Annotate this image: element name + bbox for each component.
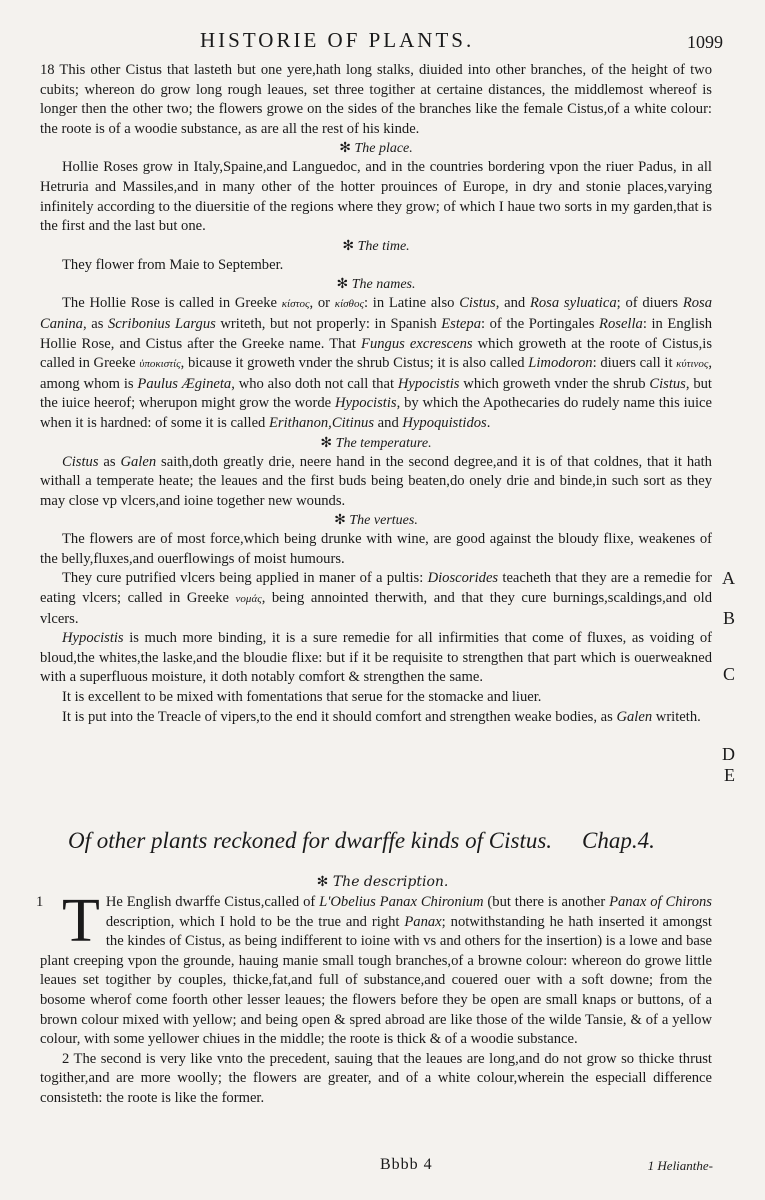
catchword: 1 Helianthe- <box>647 1158 713 1173</box>
section-heading-names: ✻ The names. <box>336 277 416 293</box>
asterism-icon: ✻ <box>342 238 358 254</box>
page-footer <box>0 1156 765 1178</box>
asterism-icon: ✻ <box>336 277 352 293</box>
section-heading-place: ✻ The place. <box>339 141 413 157</box>
running-title: HISTORIE OF PLANTS. <box>200 28 475 52</box>
description-2: 2 The second is very like vnto the precedent, sauing that the leaues are long,and do not grow so thicke thrust togither,and are more woolly; the flowers are greater, and of a white colour,wherein the especiall difference consisteth: the roote is like the former. <box>40 1050 712 1106</box>
vertue-c: Hypocistis is much more binding, it is a sure remedie for all infirmities that come of fluxes, as voiding of bloud,the whites,the laske,and the bloudie flixe: but if it be requisite to strengthen that part which is ouerweakned with a superfluous moisture, it doth notably comfort & strengthen the same. <box>40 630 712 686</box>
chapter-number: Chap.4. <box>582 828 655 853</box>
place-text: Hollie Roses grow in Italy,Spaine,and Languedoc, and in the countries bordering vpon the riuer Padus, in all Hetruria and Massiles,and in many other of the hotter prouinces of Europe, in dry and stonie places,varying infinitely according to the diuersitie of the regions where they grow; of which I haue two sorts in my garden,that is the first and the last but one. <box>40 159 712 235</box>
chapter-title: Of other plants reckoned for dwarffe kinds of Cistus. <box>68 828 553 853</box>
running-header <box>0 28 765 58</box>
margin-letter-c: C <box>722 664 735 684</box>
vertue-e: It is put into the Treacle of vipers,to the end it should comfort and strengthen weake bodies, as Galen writeth. <box>62 708 701 725</box>
section-heading-vertues: ✻ The vertues. <box>334 513 418 529</box>
margin-letter-a: A <box>722 568 735 588</box>
margin-letter-d: D <box>722 744 735 764</box>
names-text: The Hollie Rose is called in Greeke κίστος, or κίσθος: in Latine also Cistus, and Rosa syluatica; of diuers Rosa Canina, as Scribonius Largus writeth, but not properly: in Spanish Estepa: of the Portingales Rosella: in English Hollie Rose, and Cistus after the Greeke name. That Fungus excrescens which groweth at the roote of Cistus,is called in Greeke ὑποκιστίς, bicause it groweth vnder the shrub Cistus; it is also called Limodoron: diuers call it κύτινος, among whom is Paulus Ægineta, who also doth not call that Hypocistis which groweth vnder the shrub Cistus, but the iuice heerof; wherupon might grow the worde Hypocistis, by which the Apothecaries do rudely name this iuice when it is hardned: of some it is called Erithanon,Citinus and Hypoquistidos. <box>40 295 712 431</box>
temperature-text: Cistus as Galen saith,doth greatly drie, neere hand in the second degree,and it is of that coldnes, that it hath withall a temperate heate; the leaues and the first buds being beaten,do onely drie and binde,in such sort as they may close vp vlcers,and ioine together new wounds. <box>40 453 712 509</box>
margin-letter-e: E <box>724 765 735 785</box>
page-number: 1099 <box>687 32 723 52</box>
asterism-icon: ✻ <box>316 874 333 890</box>
paragraph-18: 18 This other Cistus that lasteth but one yere,hath long stalks, diuided into other branches, of the height of two cubits; whereon do grow long rough leaues, set three togither at certaine distances, the middlemost whereof is longer then the other two; the flowers growe on the sides of the branches like the female Cistus,of a white colour: the roote is of a woodie substance, as are all the rest of his kinde. <box>40 62 712 137</box>
vertue-d: It is excellent to be mixed with fomentations that serue for the stomacke and liuer. <box>62 689 542 706</box>
section-heading-temperature: ✻ The temperature. <box>320 435 432 451</box>
item-number-1: 1 <box>36 894 44 910</box>
asterism-icon: ✻ <box>334 513 350 529</box>
vertue-b: They cure putrified vlcers being applied in maner of a pultis: Dioscorides teacheth that they are a remedie for eating vlcers; called in Greeke νομάς, being annointed therwith, and that they cure burnings,scaldings,and old vlcers. <box>40 570 712 627</box>
main-text <box>40 61 712 727</box>
asterism-icon: ✻ <box>320 435 336 451</box>
vertue-a: The flowers are of most force,which being drunke with wine, are good against the bloudy flixe, weakenes of the belly,fluxes,and ouerflowings of moist humours. <box>40 531 712 567</box>
section-heading-description: ✻ The description. <box>316 874 449 890</box>
signature-mark: Bbbb 4 <box>380 1156 433 1173</box>
time-text: They flower from Maie to September. <box>62 256 284 273</box>
asterism-icon: ✻ <box>339 141 355 157</box>
section-heading-time: ✻ The time. <box>342 238 410 254</box>
drop-cap: T <box>62 887 100 955</box>
description-1: T He English dwarffe Cistus,called of L'Obelius Panax Chironium (but there is another Panax of Chirons description, which I hold to be the true and right Panax; notwithstanding he hath inserted it amongst the kindes of Cistus, as being indifferent to ioine with vs and others for the insertion) is a lowe and base plant creeping vpon the grounde, hauing manie small tough branches,of a browne colour: whereon do growe little leaues set togither by couples, thicke,fat,and full of substance,and couered ouer with a soft downe; from the bosome wherof come foorth other lesser leaues; the flowers before they be open are small knaps or buttons, of a brown colour mixed with yellow; and being open & spred abroad are like those of the wilde Tansie, & of a yellow colour, with some yellower chiues in the middle; the roote is thick & of a woodie substance. <box>40 887 712 1048</box>
chapter-heading <box>68 828 708 854</box>
description-text <box>36 887 712 1109</box>
margin-letter-b: B <box>722 608 735 628</box>
